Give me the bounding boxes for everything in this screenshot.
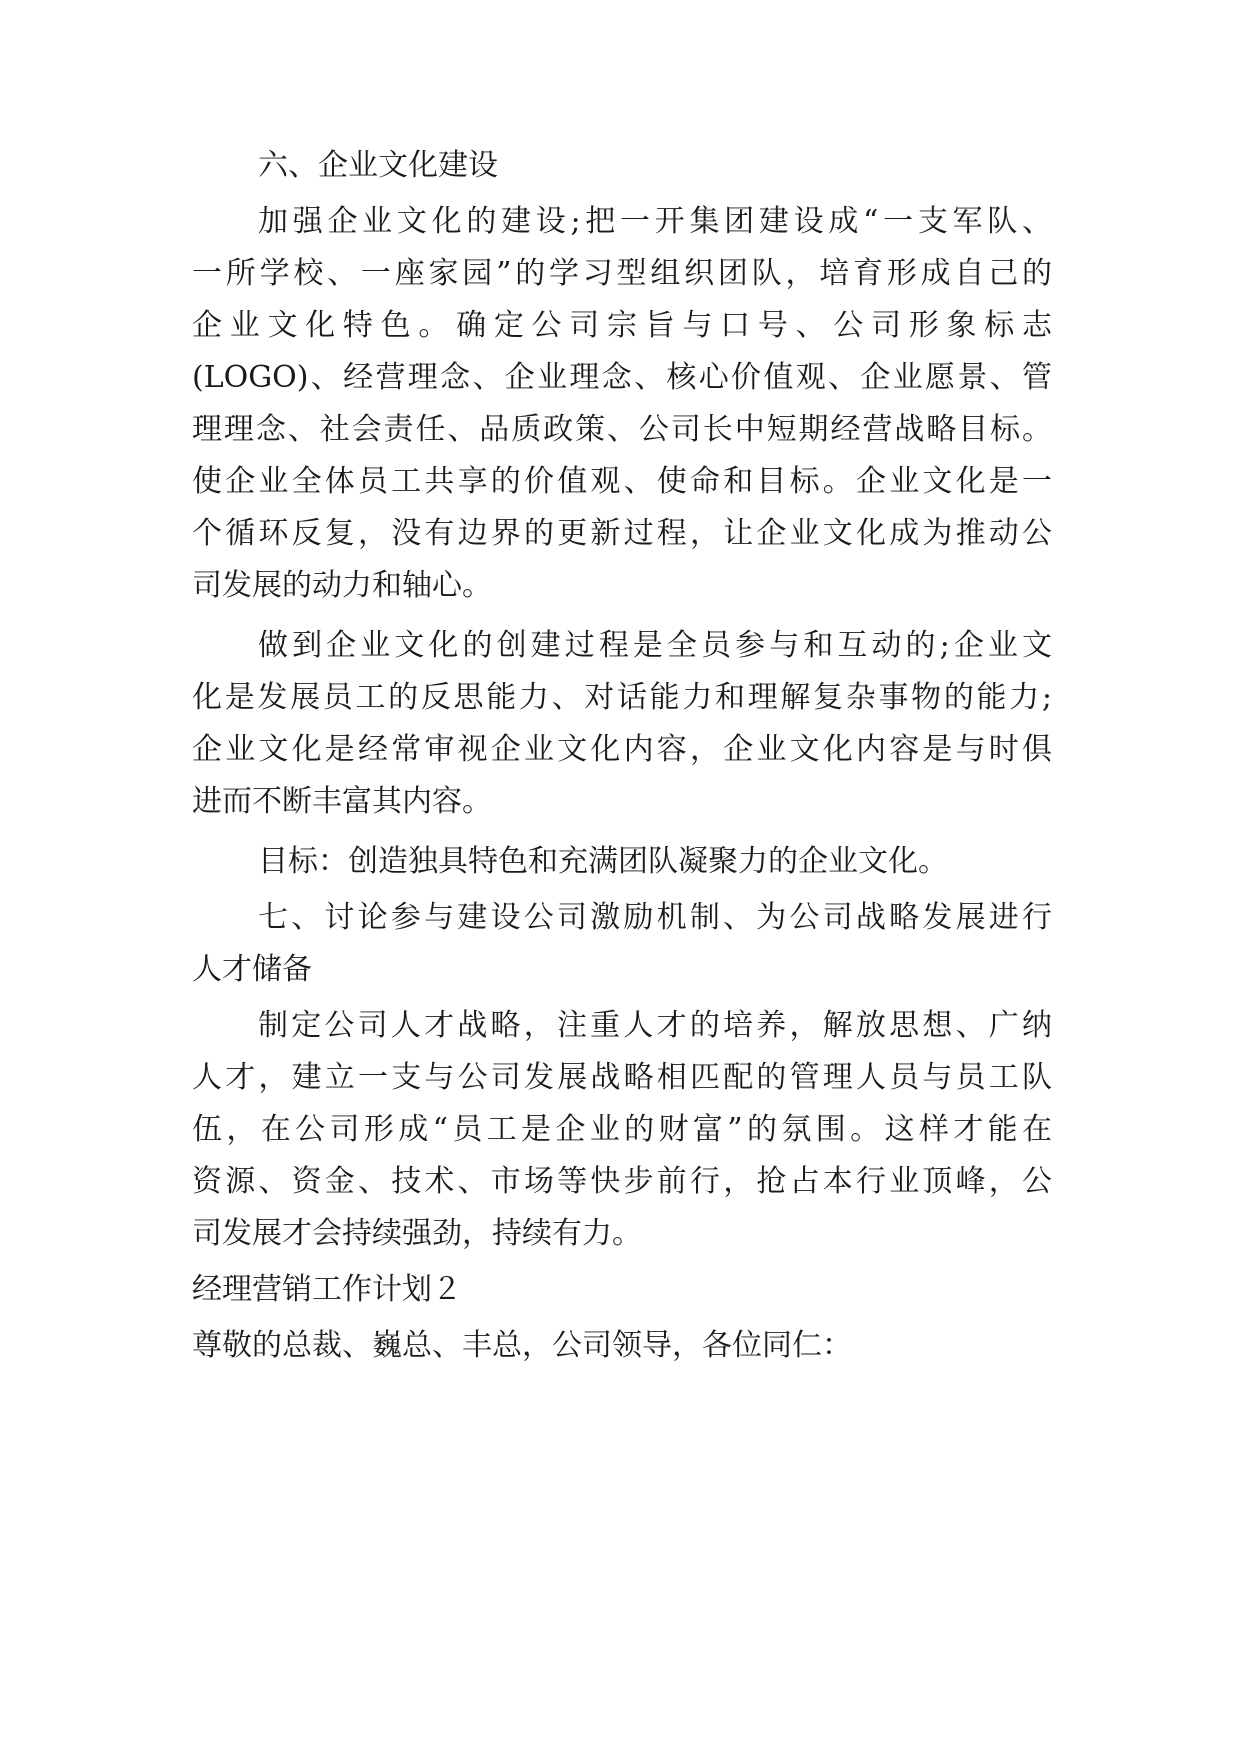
paragraph-line: 人才，建立一支与公司发展战略相匹配的管理人员与员工队 — [192, 1060, 1052, 1095]
paragraph-line: 理理念、社会责任、品质政策、公司长中短期经营战略目标。 — [192, 412, 1052, 447]
paragraph-line: 企业文化是经常审视企业文化内容，企业文化内容是与时俱 — [192, 732, 1052, 767]
paragraph-line: 资源、资金、技术、市场等快步前行，抢占本行业顶峰，公 — [192, 1164, 1052, 1199]
section-heading-7-continued: 人才储备 — [192, 952, 312, 987]
paragraph-line: 个循环反复，没有边界的更新过程，让企业文化成为推动公 — [192, 516, 1052, 551]
paragraph-line: 一所学校、一座家园”的学习型组织团队，培育形成自己的 — [192, 256, 1052, 291]
paragraph-line: 化是发展员工的反思能力、对话能力和理解复杂事物的能力; — [192, 680, 1052, 715]
paragraph-line: 伍，在公司形成“员工是企业的财富”的氛围。这样才能在 — [192, 1112, 1052, 1147]
paragraph-line: 做到企业文化的创建过程是全员参与和互动的;企业文 — [258, 628, 1052, 663]
document-title: 经理营销工作计划２ — [192, 1272, 462, 1307]
paragraph-line: 司发展才会持续强劲，持续有力。 — [192, 1216, 642, 1251]
paragraph-line: 企业文化特色。确定公司宗旨与口号、公司形象标志 — [192, 308, 1052, 343]
goal-line: 目标：创造独具特色和充满团队凝聚力的企业文化。 — [258, 844, 948, 879]
section-heading-6: 六、企业文化建设 — [258, 148, 498, 183]
paragraph-line: 司发展的动力和轴心。 — [192, 568, 492, 603]
paragraph-line: 进而不断丰富其内容。 — [192, 784, 492, 819]
salutation-line: 尊敬的总裁、巍总、丰总，公司领导，各位同仁： — [192, 1328, 852, 1363]
paragraph-line: 使企业全体员工共享的价值观、使命和目标。企业文化是一 — [192, 464, 1052, 499]
paragraph-line: 制定公司人才战略，注重人才的培养，解放思想、广纳 — [258, 1008, 1052, 1043]
paragraph-line: (LOGO)、经营理念、企业理念、核心价值观、企业愿景、管 — [192, 360, 1052, 395]
paragraph-line: 加强企业文化的建设;把一开集团建设成“一支军队、 — [258, 204, 1052, 239]
section-heading-7: 七、讨论参与建设公司激励机制、为公司战略发展进行 — [258, 900, 1052, 935]
